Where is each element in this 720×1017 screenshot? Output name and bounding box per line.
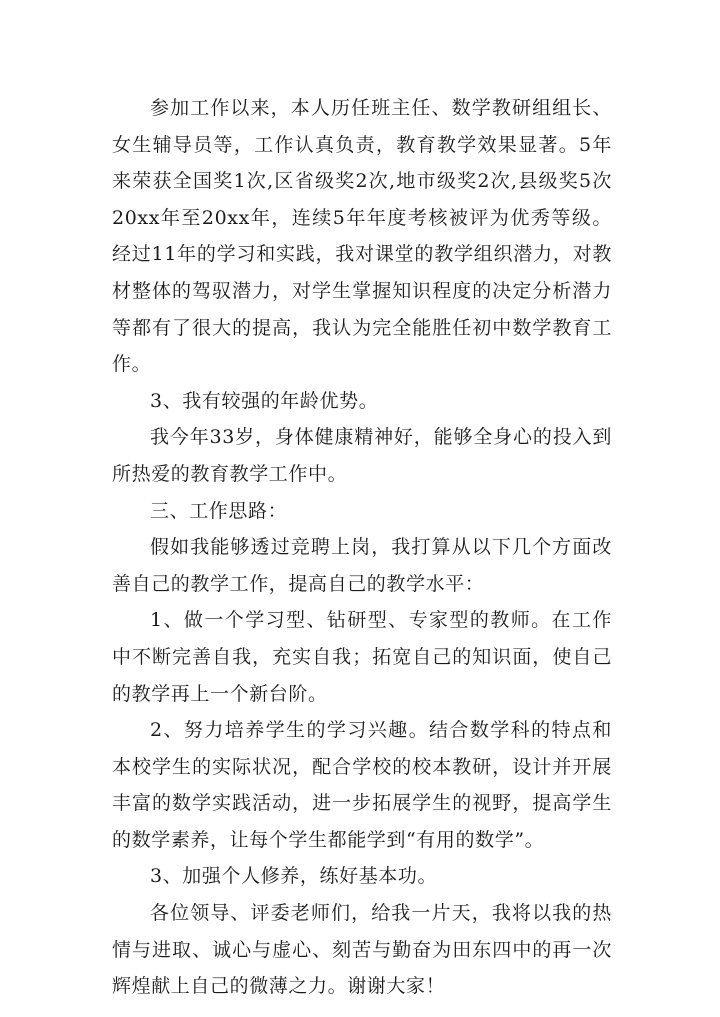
paragraph-work-ideas-intro: 假如我能够透过竞聘上岗，我打算从以下几个方面改善自己的教学工作，提高自己的教学水平： (112, 536, 612, 595)
paragraph-idea-3: 3、加强个人修养，练好基本功。 (150, 865, 438, 888)
paragraph-age-advantage: 我今年33岁，身体健康精神好，能够全身心的投入到所热爱的教育教学工作中。 (112, 426, 612, 485)
paragraph-idea-2: 2、努力培养学生的学习兴趣。结合数学科的特点和本校学生的实际状况，配合学校的校本教研，设计并开展丰富的数学实践活动，进一步拓展学生的视野，提高学生的数学素养，让每个学生都能学到“有用的数学”。 (112, 719, 612, 851)
paragraph-age-advantage-heading: 3、我有较强的年龄优势。 (150, 389, 379, 412)
paragraph-work-experience: 参加工作以来，本人历任班主任、数学教研组组长、女生辅导员等，工作认真负责，教育教学效果显著。5年来荣获全国奖1次,区省级奖2次,地市级奖2次,县级奖5次20xx年至20xx年，连续5年年度考核被评为优秀等级。经过11年的学习和实践，我对课堂的教学组织潜力，对教材整体的驾驭潜力，对学生掌握知识程度的决定分析潜力等都有了很大的提高，我认为完全能胜任初中数学教育工作。 (112, 97, 612, 376)
document-body (112, 90, 612, 1005)
paragraph-closing: 各位领导、评委老师们，给我一片天，我将以我的热情与进取、诚心与虚心、刻苦与勤奋为田东四中的再一次辉煌献上自己的微薄之力。谢谢大家！ (112, 902, 612, 998)
section-heading-work-ideas: 三、工作思路： (150, 499, 288, 522)
paragraph-idea-1: 1、做一个学习型、钻研型、专家型的教师。在工作中不断完善自我，充实自我；拓宽自己的知识面，使自己的教学再上一个新台阶。 (112, 609, 612, 705)
